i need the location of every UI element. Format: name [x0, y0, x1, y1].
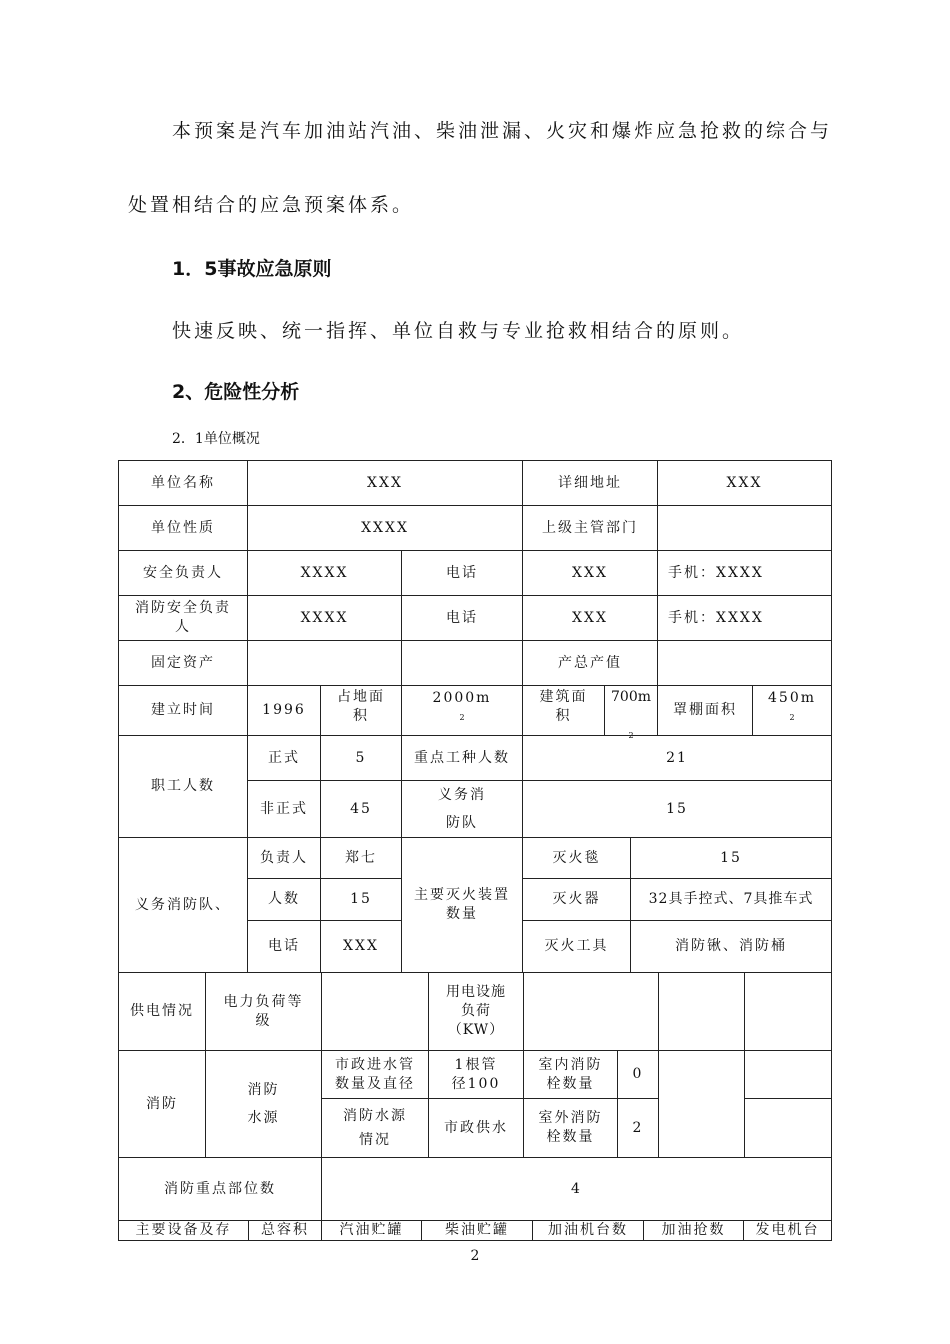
cell-facility-load-label: 用电设施负荷（KW）: [428, 972, 524, 1051]
cell-equipment-header-6: 发电机台: [743, 1220, 832, 1241]
cell-load-grade-label: 电力负荷等级: [205, 972, 322, 1051]
cell-empty: [744, 1050, 832, 1099]
cell-pipe-value: 1根管径100: [428, 1050, 524, 1099]
cell-empty: [401, 640, 523, 686]
cell-empty: [744, 972, 832, 1051]
section-heading-principle: 1．5事故应急原则: [172, 258, 332, 280]
intro-paragraph-line-1: 本预案是汽车加油站汽油、柴油泄漏、火灾和爆炸应急抢救的综合与: [172, 120, 833, 142]
cell-fire-label: 消防: [118, 1050, 206, 1158]
cell-equipment-header-5: 加油抢数: [643, 1220, 744, 1241]
superscript-2: 2: [789, 713, 795, 723]
cell-volunteer-fire-label: 义务消防队、: [118, 837, 248, 973]
cell-empty: [658, 972, 745, 1051]
cell-fire-safety-mobile: 手机：XXXX: [657, 595, 832, 641]
building-area-number: 700m: [611, 689, 651, 705]
volunteer-team-label-line2: 防队: [446, 815, 478, 831]
cell-total-output-label: 产总产值: [522, 640, 658, 686]
cell-equipment-header-4: 加油机台数: [532, 1220, 644, 1241]
cell-key-workers-value: 21: [522, 735, 832, 781]
superscript-2: 2: [628, 731, 634, 740]
cell-indoor-hydrant-value: 0: [617, 1050, 659, 1099]
cell-unit-name-label: 单位名称: [118, 460, 248, 506]
cell-team-phone-value: XXX: [320, 920, 402, 973]
cell-supervisor-label: 上级主管部门: [522, 505, 658, 551]
cell-land-area-label: 占地面积: [320, 685, 402, 736]
cell-extinguish-devices-label: 主要灭火装置数量: [401, 837, 523, 973]
intro-paragraph-line-2: 处置相结合的应急预案体系。: [128, 194, 415, 216]
cell-staff-label: 职工人数: [118, 735, 248, 838]
cell-equipment-header-3: 柴油贮罐: [421, 1220, 533, 1241]
cell-blanket-value: 15: [630, 837, 832, 879]
cell-equipment-header-0: 主要设备及存: [118, 1220, 249, 1241]
cell-equipment-header-1: 总容积: [248, 1220, 322, 1241]
cell-address-label: 详细地址: [522, 460, 658, 506]
cell-informal-value: 45: [320, 780, 402, 838]
cell-tools-label: 灭火工具: [522, 920, 631, 973]
cell-supervisor-value: [657, 505, 832, 551]
water-source-line1: 消防: [247, 1082, 280, 1098]
cell-fixed-assets-value: [247, 640, 402, 686]
cell-fire-safety-head-label: 消防安全负责人: [118, 595, 248, 641]
cell-building-area-label: 建筑面积: [522, 685, 605, 736]
water-situation-line1: 消防水源: [343, 1108, 407, 1124]
cell-outdoor-hydrant-value: 2: [617, 1098, 659, 1158]
cell-canopy-area-value: [752, 685, 832, 736]
cell-water-situation-value: 市政供水: [428, 1098, 524, 1158]
cell-power-label: 供电情况: [118, 972, 206, 1051]
cell-leader-label: 负责人: [247, 837, 321, 879]
cell-blanket-label: 灭火毯: [522, 837, 631, 879]
cell-fire-safety-phone-value: XXX: [522, 595, 658, 641]
section-heading-risk: 2、危险性分析: [172, 381, 300, 403]
cell-tools-value: 消防锹、消防桶: [630, 920, 832, 973]
cell-canopy-area-label: 罩棚面积: [657, 685, 753, 736]
page-number: 2: [470, 1248, 480, 1264]
cell-address-value: XXX: [657, 460, 832, 506]
cell-load-grade-value: [321, 972, 429, 1051]
cell-formal-value: 5: [320, 735, 402, 781]
cell-leader-value: 郑七: [320, 837, 402, 879]
cell-key-workers-label: 重点工种人数: [401, 735, 523, 781]
cell-pipe-label: 市政进水管数量及直径: [321, 1050, 429, 1099]
cell-safety-head-label: 安全负责人: [118, 550, 248, 596]
land-area-number: 2000m: [432, 690, 492, 707]
cell-volunteer-team-label: [401, 780, 523, 838]
canopy-area-number: 450m: [768, 690, 816, 707]
cell-team-phone-label: 电话: [247, 920, 321, 973]
cell-founded-label: 建立时间: [118, 685, 248, 736]
cell-safety-head-value: XXXX: [247, 550, 402, 596]
cell-water-situation-label: [321, 1098, 429, 1158]
cell-unit-name-value: XXX: [247, 460, 523, 506]
cell-land-area-value: [401, 685, 523, 736]
cell-formal-label: 正式: [247, 735, 321, 781]
cell-facility-load-value: [523, 972, 659, 1051]
cell-volunteer-team-value: 15: [522, 780, 832, 838]
cell-headcount-label: 人数: [247, 878, 321, 921]
cell-informal-label: 非正式: [247, 780, 321, 838]
cell-outdoor-hydrant-label: 室外消防栓数量: [523, 1098, 618, 1158]
cell-fire-safety-phone-label: 电话: [401, 595, 523, 641]
cell-building-area-value: [604, 685, 658, 740]
cell-empty: [744, 1098, 832, 1158]
cell-indoor-hydrant-label: 室内消防栓数量: [523, 1050, 618, 1099]
cell-fire-safety-head-value: XXXX: [247, 595, 402, 641]
cell-headcount-value: 15: [320, 878, 402, 921]
cell-empty: [658, 1050, 745, 1158]
subsection-heading-unit-overview: 2．1单位概况: [172, 431, 260, 447]
cell-key-parts-label: 消防重点部位数: [118, 1157, 322, 1221]
water-situation-line2: 情况: [359, 1132, 391, 1148]
cell-water-source-label: [205, 1050, 322, 1158]
cell-safety-mobile: 手机：XXXX: [657, 550, 832, 596]
cell-safety-phone-label: 电话: [401, 550, 523, 596]
cell-extinguisher-value: 32具手控式、7具推车式: [630, 878, 832, 921]
cell-founded-value: 1996: [247, 685, 321, 736]
cell-extinguisher-label: 灭火器: [522, 878, 631, 921]
water-source-line2: 水源: [247, 1110, 280, 1126]
principle-text: 快速反映、统一指挥、单位自救与专业抢救相结合的原则。: [172, 320, 745, 342]
superscript-2: 2: [459, 713, 465, 723]
cell-unit-nature-label: 单位性质: [118, 505, 248, 551]
cell-total-output-value: [657, 640, 832, 686]
volunteer-team-label-line1: 义务消: [438, 787, 486, 803]
cell-unit-nature-value: XXXX: [247, 505, 523, 551]
cell-equipment-header-2: 汽油贮罐: [321, 1220, 422, 1241]
cell-key-parts-value: 4: [321, 1157, 832, 1221]
cell-safety-phone-value: XXX: [522, 550, 658, 596]
cell-fixed-assets-label: 固定资产: [118, 640, 248, 686]
